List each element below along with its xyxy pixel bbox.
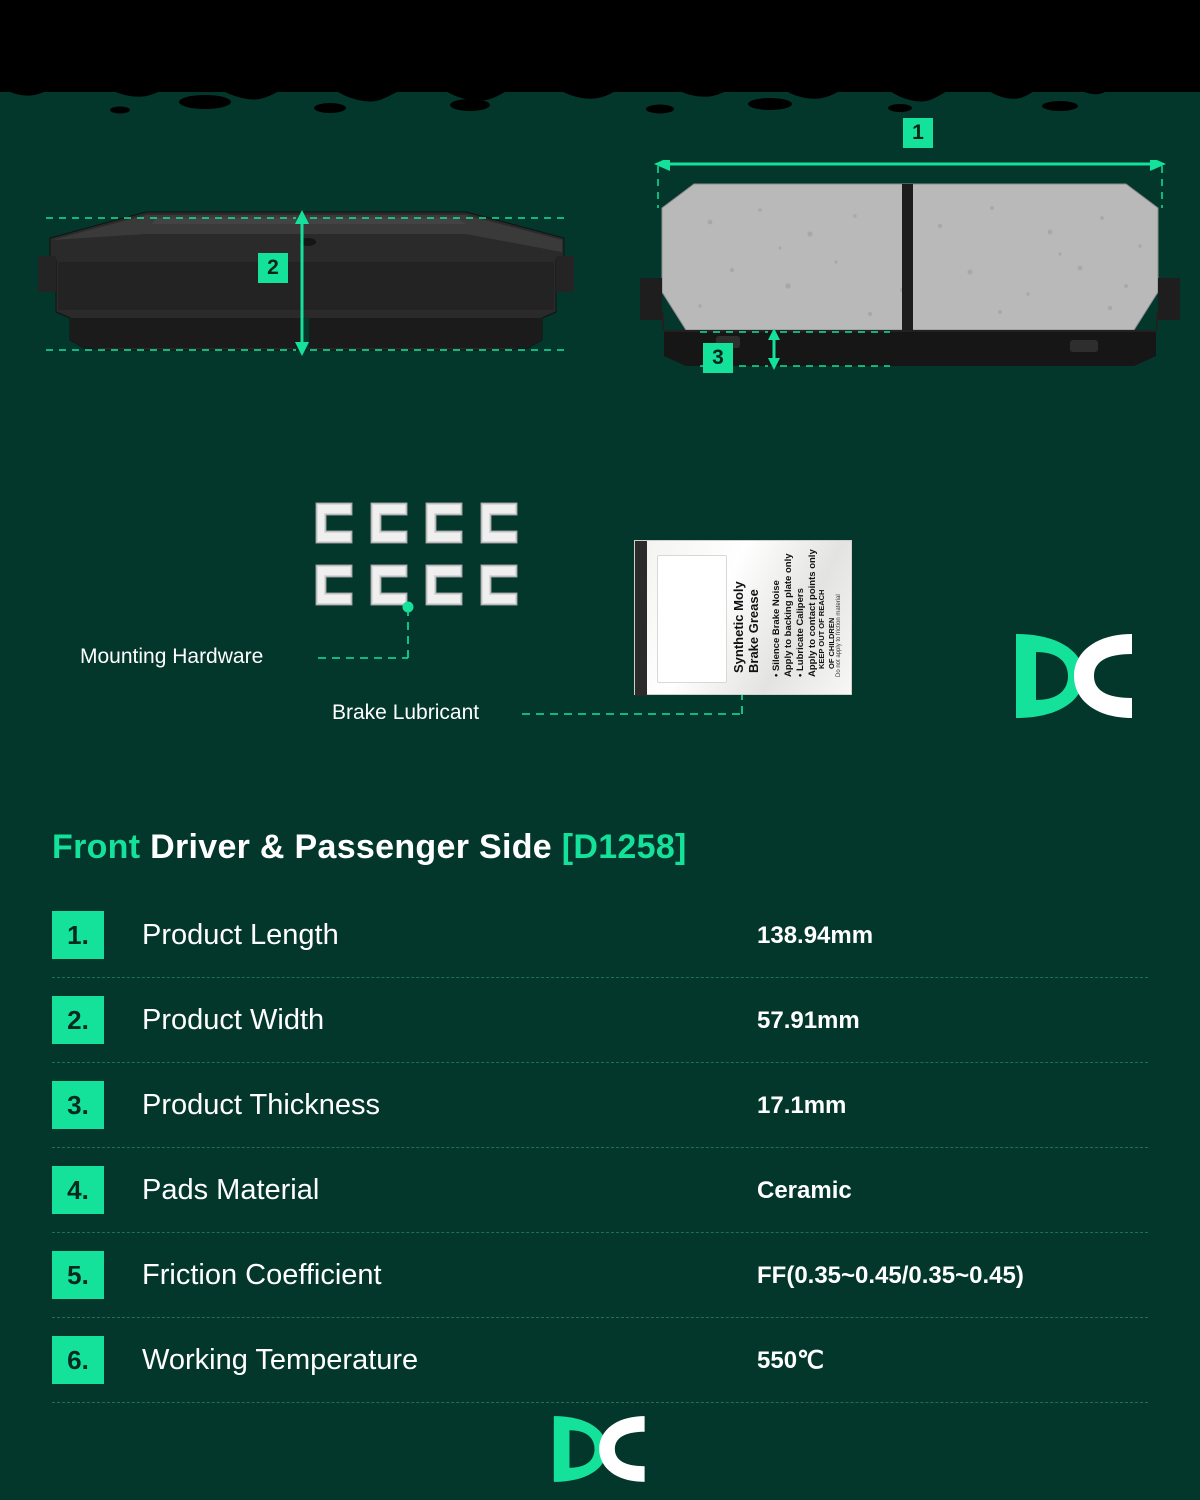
title-part-code: [D1258] <box>561 828 687 866</box>
dc-logo-icon-footer <box>548 1413 652 1485</box>
packet-bullet-2: • Lubricate Calipers <box>795 588 806 677</box>
row-number: 3. <box>52 1081 104 1129</box>
hardware-clip <box>367 562 411 608</box>
row-label: Product Thickness <box>142 1089 381 1121</box>
table-row <box>52 1063 1148 1148</box>
row-label: Product Width <box>142 1004 325 1036</box>
packet-warning <box>817 590 837 669</box>
hardware-clip <box>477 562 521 608</box>
packet-warning-line1: KEEP OUT OF REACH <box>817 589 826 669</box>
packet-title-line1: Synthetic Moly <box>731 581 746 673</box>
hardware-clip <box>367 500 411 546</box>
packet-bullet-1: Apply to backing plate only <box>783 553 794 677</box>
row-number: 1. <box>52 911 104 959</box>
row-label: Friction Coefficient <box>142 1259 382 1291</box>
table-row <box>52 893 1148 978</box>
splatter-edge-decoration <box>0 62 1200 122</box>
table-row <box>52 1148 1148 1233</box>
brake-lubricant-label: Brake Lubricant <box>332 701 480 724</box>
row-value: 57.91mm <box>757 1007 860 1034</box>
title-middle: Driver & Passenger Side <box>150 828 552 866</box>
row-number: 4. <box>52 1166 104 1214</box>
row-value: Ceramic <box>757 1177 852 1204</box>
row-label: Product Length <box>142 919 339 951</box>
brake-pad-side-view <box>36 200 576 390</box>
packet-window <box>657 555 727 683</box>
packet-bullet-3: Apply to contact points only <box>807 549 818 677</box>
dc-logo-icon <box>1010 630 1140 722</box>
row-number: 6. <box>52 1336 104 1384</box>
mounting-hardware-group <box>312 500 522 625</box>
packet-bullets <box>771 549 819 677</box>
page-title <box>52 828 687 867</box>
row-label: Pads Material <box>142 1174 320 1206</box>
table-row <box>52 1233 1148 1318</box>
packet-title-line2: Brake Grease <box>746 589 761 673</box>
spec-table <box>52 893 1148 1403</box>
row-value: 138.94mm <box>757 922 874 949</box>
row-number: 2. <box>52 996 104 1044</box>
row-number: 5. <box>52 1251 104 1299</box>
packet-tear-strip <box>635 541 647 696</box>
hardware-clip <box>477 500 521 546</box>
brake-lubricant-packet <box>634 540 852 695</box>
width-callout: 2 <box>258 253 288 283</box>
row-value: 550℃ <box>757 1347 824 1374</box>
mounting-hardware-label: Mounting Hardware <box>80 645 264 668</box>
hardware-clip <box>422 500 466 546</box>
thickness-callout: 3 <box>703 343 733 373</box>
hardware-clip <box>312 500 356 546</box>
packet-fine-print: Do not apply to friction material <box>836 594 842 677</box>
row-value: FF(0.35~0.45/0.35~0.45) <box>757 1262 1024 1289</box>
packet-title <box>731 581 761 673</box>
length-callout: 1 <box>903 118 933 148</box>
packet-warning-line2: OF CHILDREN <box>827 617 836 669</box>
table-row <box>52 978 1148 1063</box>
hardware-clip <box>312 562 356 608</box>
table-row <box>52 1318 1148 1403</box>
packet-bullet-0: • Silence Brake Noise <box>771 580 782 677</box>
title-front: Front <box>52 828 141 866</box>
specification-panel <box>0 768 1200 1500</box>
hardware-clip <box>422 562 466 608</box>
row-label: Working Temperature <box>142 1344 419 1376</box>
row-value: 17.1mm <box>757 1092 847 1119</box>
